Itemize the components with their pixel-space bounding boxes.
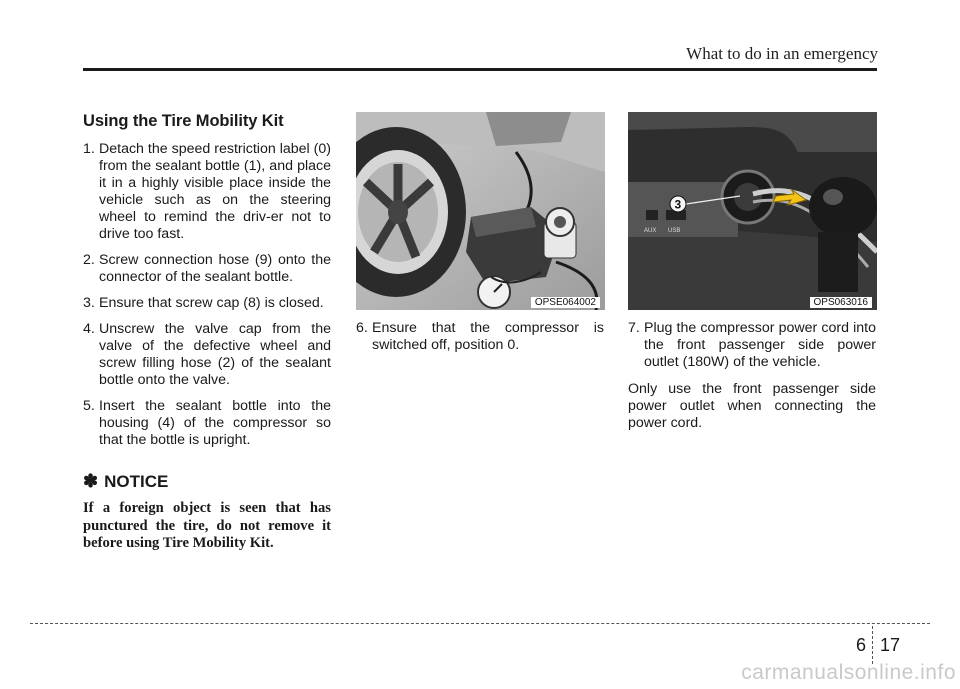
left-column — [83, 112, 331, 553]
step-text: Screw connection hose (9) onto the connector of the sealant bottle. — [99, 252, 331, 285]
callout-number: 3 — [674, 197, 682, 212]
step-item — [356, 320, 604, 354]
section-header-title: What to do in an emergency — [686, 44, 878, 63]
figure-code: OPSE064002 — [531, 297, 600, 308]
page-number — [856, 626, 900, 664]
watermark: carmanualsonline.info — [741, 661, 956, 684]
step-number: 3. — [83, 295, 95, 311]
steps-list — [83, 141, 331, 449]
middle-column — [356, 112, 604, 354]
step-number: 1. — [83, 141, 95, 157]
section-heading: Using the Tire Mobility Kit — [83, 112, 284, 130]
step-text: Ensure that the compressor is switched off, position 0. — [372, 320, 604, 353]
chapter-number: 6 — [856, 634, 867, 655]
step-item — [83, 398, 331, 449]
step-text: Unscrew the valve cap from the valve of the defective wheel and screw filling hose (2) of the sealant bottle onto the valve. — [99, 321, 331, 388]
step-text: Detach the speed restriction label (0) from the sealant bottle (1), and place it in a highly visible place inside the vehicle such as on the steering wheel to remind the driv-er not to drive too fast. — [99, 141, 331, 242]
aux-label: AUX — [644, 228, 657, 234]
step-item — [83, 321, 331, 389]
step-number: 6. — [356, 320, 368, 336]
step-text: Ensure that screw cap (8) is closed. — [99, 295, 324, 311]
middle-steps — [356, 320, 604, 354]
step-number: 7. — [628, 320, 640, 336]
footer-rule — [30, 623, 930, 624]
header-rule — [83, 68, 877, 71]
notice-title: NOTICE — [104, 471, 169, 491]
compressor-figure — [356, 112, 605, 310]
step-item — [83, 252, 331, 286]
notice-heading — [83, 471, 331, 492]
usb-label: USB — [668, 228, 681, 234]
step-text: Insert the sealant bottle into the housing (4) of the compressor so that the bottle is upright. — [99, 398, 331, 448]
compressor-illustration — [356, 112, 605, 310]
power-outlet-illustration — [628, 112, 877, 310]
notice-star-icon: ✽ — [83, 471, 99, 491]
power-outlet-figure — [628, 112, 877, 310]
step-number: 5. — [83, 398, 95, 414]
power-outlet-note: Only use the front passenger side power outlet when connecting the power cord. — [628, 381, 876, 431]
figure-code: OPS063016 — [810, 297, 873, 308]
right-steps — [628, 320, 876, 371]
step-item — [83, 141, 331, 243]
right-column — [628, 112, 876, 432]
step-item — [628, 320, 876, 371]
step-item — [83, 295, 331, 312]
notice-body: If a foreign object is seen that has punctured the tire, do not remove it before using Tire Mobility Kit. — [83, 500, 331, 551]
step-text: Plug the compressor power cord into the front passenger side power outlet (180W) of the vehicle. — [644, 320, 876, 370]
page-separator — [872, 626, 874, 664]
page-in-chapter: 17 — [880, 634, 901, 655]
step-number: 4. — [83, 321, 95, 337]
step-number: 2. — [83, 252, 95, 268]
